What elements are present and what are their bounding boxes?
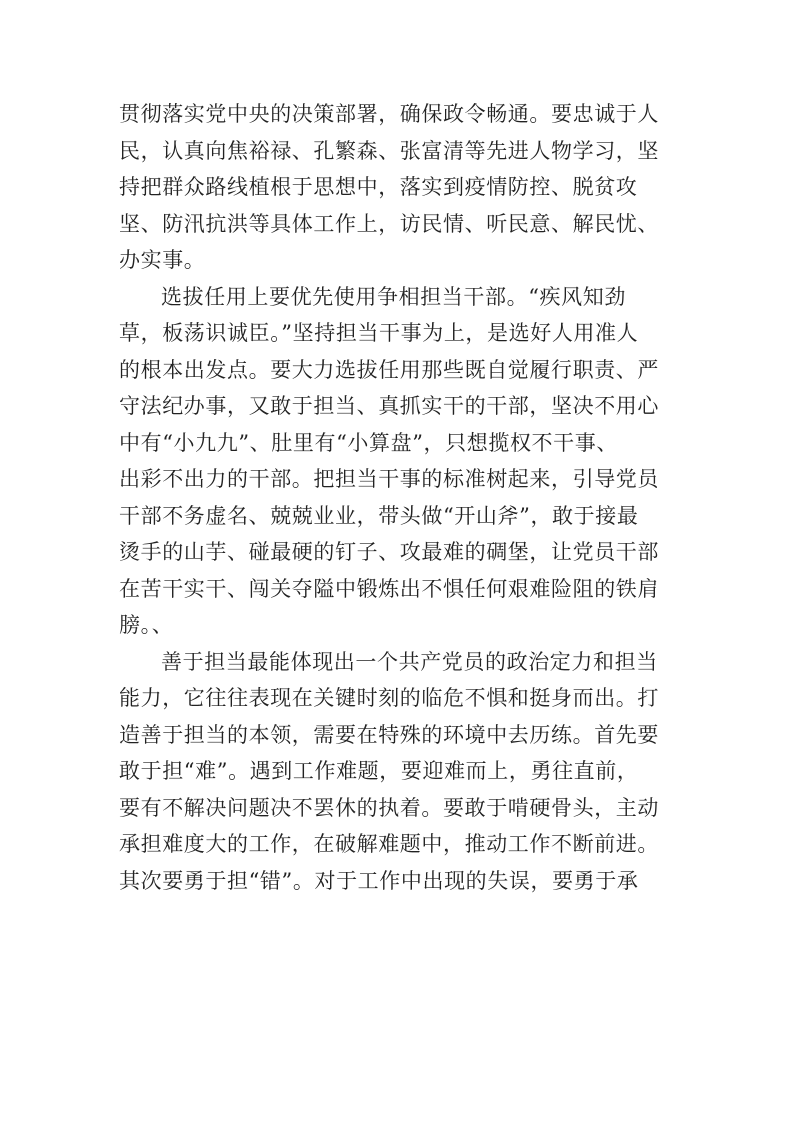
text-line: 善于担当最能体现出一个共产党员的政治定力和担当 bbox=[161, 649, 658, 674]
paragraph-3 bbox=[119, 644, 679, 900]
text-line: 其次要勇于担“错”。对于工作中出现的失误，要勇于承 bbox=[119, 868, 639, 893]
text-line: 坚、防汛抗洪等具体工作上，访民情、听民意、解民忧、 bbox=[119, 211, 659, 236]
text-line: 要有不解决问题决不罢休的执着。要敢于啃硬骨头，主动 bbox=[119, 795, 659, 820]
text-line: 持把群众路线植根于思想中，落实到疫情防控、脱贫攻 bbox=[119, 175, 638, 199]
text-line: 在苦干实干、闯关夺隘中锻炼出不惧任何艰难险阻的铁肩 bbox=[119, 576, 659, 601]
paragraph-2 bbox=[119, 279, 679, 644]
text-line: 敢于担“难”。遇到工作难题，要迎难而上，勇往直前， bbox=[119, 759, 639, 783]
text-line: 烫手的山芋、碰最硬的钉子、攻最难的碉堡，让党员干部 bbox=[119, 540, 659, 564]
text-line: 贯彻落实党中央的决策部署，确保政令畅通。要忠诚于人 bbox=[119, 102, 659, 126]
text-line: 守法纪办事，又敢于担当、真抓实干的干部，坚决不用心 bbox=[119, 394, 659, 418]
text-line: 的根本出发点。要大力选拔任用那些既自觉履行职责、严 bbox=[119, 357, 659, 382]
paragraph-1 bbox=[119, 96, 679, 279]
text-line: 能力，它往往表现在关键时刻的临危不惧和挺身而出。打 bbox=[119, 686, 659, 710]
text-line: 草，板荡识诚臣。”坚持担当干事为上，是选好人用准人 bbox=[119, 321, 639, 345]
text-line: 选拔任用上要优先使用争相担当干部。“疾风知劲 bbox=[161, 284, 626, 309]
text-line: 民，认真向焦裕禄、孔繁森、张富清等先进人物学习，坚 bbox=[119, 138, 659, 163]
text-line: 出彩不出力的干部。把担当干事的标准树起来，引导党员 bbox=[119, 467, 659, 491]
text-line: 中有“小九九”、肚里有“小算盘”，只想揽权不干事、 bbox=[119, 430, 618, 455]
text-line: 办实事。 bbox=[119, 248, 206, 272]
text-line: 造善于担当的本领，需要在特殊的环境中去历练。首先要 bbox=[119, 722, 659, 747]
text-line: 干部不务虚名、兢兢业业，带头做“开山斧”，敢于接最 bbox=[119, 503, 639, 528]
text-line: 承担难度大的工作，在破解难题中，推动工作不断前进。 bbox=[119, 832, 659, 856]
document-body bbox=[119, 96, 679, 899]
text-line: 膀。、 bbox=[119, 613, 174, 637]
